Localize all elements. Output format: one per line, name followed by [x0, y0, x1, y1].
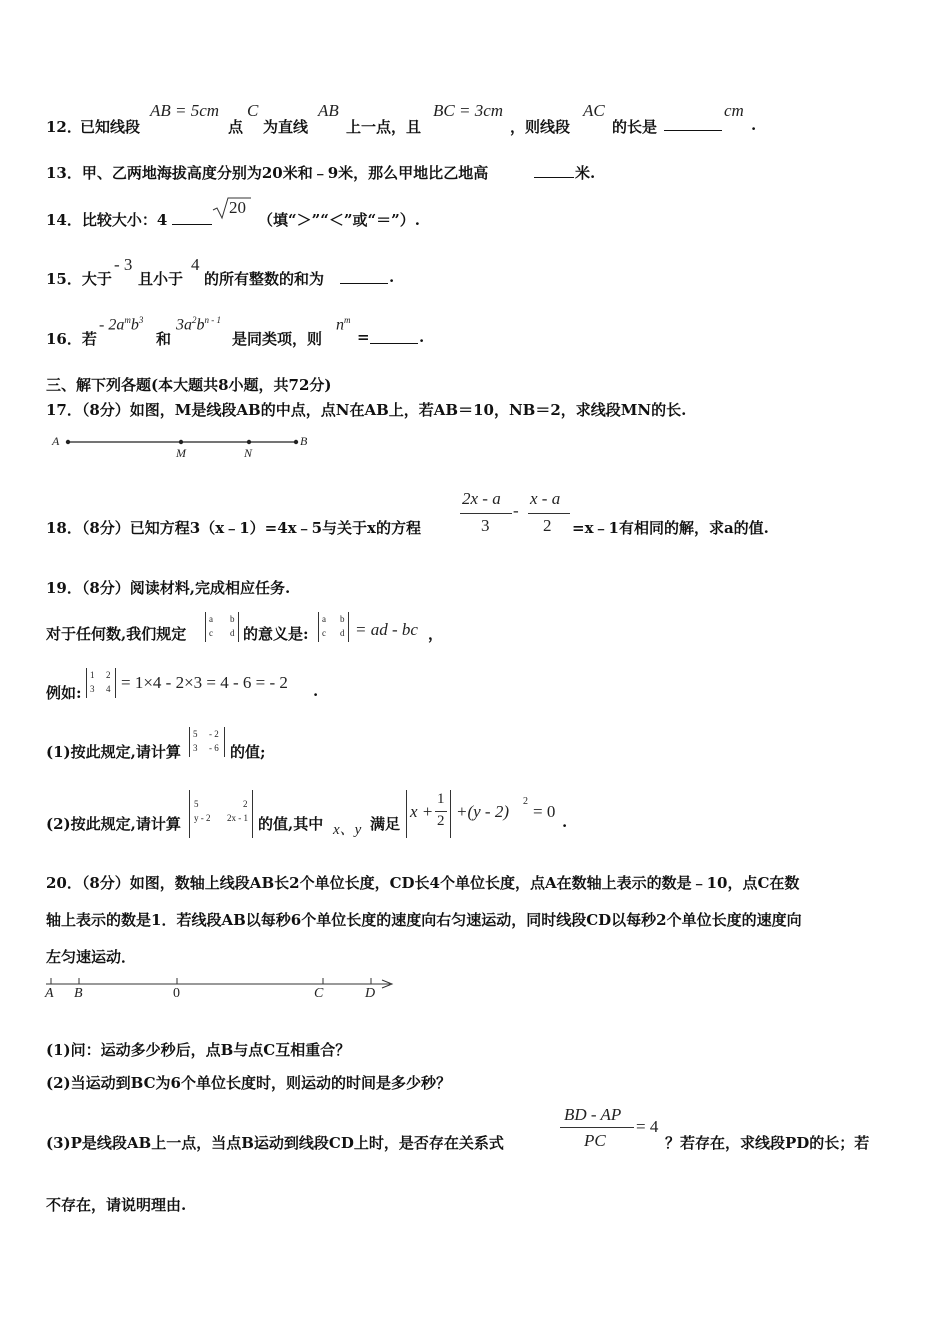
q20-axis-label-b: B	[74, 986, 83, 1001]
q19-p2-m22: 2x - 1	[227, 813, 248, 823]
q19-def-bar-right	[238, 612, 239, 642]
q19-def-b: b	[230, 614, 235, 624]
q19-p1-bar-right	[224, 727, 225, 757]
q20-number-line	[44, 974, 398, 994]
q19-def2-bar-left	[318, 612, 319, 642]
q19-def-comma: ，	[428, 625, 444, 643]
q17-label-b: B	[300, 434, 308, 448]
q19-p1-m21: 3	[193, 743, 198, 753]
q12-end: .	[751, 116, 757, 134]
q16-text-3: 是同类项，则	[232, 330, 323, 348]
q13-answer-blank[interactable]	[534, 165, 574, 178]
q16-term2-exp-b: n - 1	[204, 315, 221, 325]
q12-text-3: 为直线	[263, 118, 309, 136]
q19-example-label: 例如:	[46, 684, 82, 702]
q20-line-3: 左匀速运动．	[46, 948, 137, 966]
q19-def-text-1: 对于任何数,我们规定	[46, 625, 187, 643]
q20-part-2: (2)当运动到BC为6个单位长度时，则运动的时间是多少秒？	[46, 1074, 451, 1092]
q20-p3-denominator: PC	[584, 1131, 606, 1150]
q20-axis-label-0: 0	[173, 986, 180, 1001]
q18-text-2: =x﹣1有相同的解，求a的值.	[572, 519, 769, 537]
q19-part2-text-3: 满足	[370, 815, 401, 833]
q19-def2-d: d	[340, 628, 345, 638]
q19-p2-half-den: 2	[437, 813, 445, 829]
q16-end: .	[419, 328, 425, 346]
q19-def-a: a	[209, 614, 213, 624]
q12-number: 12．	[46, 118, 82, 136]
q15-text-1: 15．大于	[46, 270, 112, 288]
q14-end: （填“＞”“＜”或“＝”）.	[258, 211, 420, 229]
q19-p2-xy: x、y	[333, 822, 362, 838]
q13-text: 13．甲、乙两地海拔高度分别为20米和﹣9米，那么甲地比乙地高	[46, 164, 489, 182]
q12-math-bc: BC = 3cm	[433, 101, 504, 120]
q19-p2-equals-zero: = 0	[533, 802, 556, 821]
q16-term1-exp-b: 3	[138, 315, 144, 325]
q19-p2-m11: 5	[194, 799, 199, 809]
q19-def-d: d	[230, 628, 235, 638]
q15-text-2: 且小于	[138, 270, 184, 288]
q19-def2-a: a	[322, 614, 326, 624]
q19-p2-m12: 2	[243, 799, 248, 809]
q16-math-term1	[99, 315, 143, 334]
q20-line-2: 轴上表示的数是1．若线段AB以每秒6个单位长度的速度向右匀速运动，同时线段CD以每秒2个单位长度的速度向	[46, 911, 802, 929]
q19-ex-period: .	[313, 682, 319, 700]
q19-ex-bar-right	[115, 668, 116, 698]
q19-p2-abs-right	[450, 790, 451, 838]
q19-ex-bar-left	[86, 668, 87, 698]
q20-line-1: 20．（8分）如图，数轴上线段AB长2个单位长度，CD长4个单位长度，点A在数轴上表示的数是﹣10，点C在数	[46, 874, 800, 892]
q15-math-neg3: - 3	[114, 255, 133, 274]
q20-axis-label-a: A	[45, 986, 54, 1001]
q18-frac1-denominator: 3	[481, 516, 490, 535]
q14-sqrt-radicand: 20	[229, 198, 246, 217]
q19-p2-square-exp: 2	[523, 796, 528, 807]
q20-p3-frac-bar	[560, 1127, 634, 1128]
q12-text-2: 点	[228, 118, 244, 136]
q19-ex-rhs: = 1×4 - 2×3 = 4 - 6 = - 2	[121, 673, 288, 692]
q19-p1-bar-left	[189, 727, 190, 757]
q17-label-a: A	[52, 434, 60, 448]
q19-p2-bar-left	[189, 790, 190, 838]
q20-p3-numerator: BD - AP	[564, 1105, 622, 1124]
q20-part-3-text-2: ？若存在，求线段PD的长；若	[665, 1134, 870, 1152]
q12-math-ac: AC	[583, 101, 605, 120]
q20-axis-label-d: D	[365, 986, 376, 1001]
q12-math-ab: AB = 5cm	[150, 101, 220, 120]
q19-p2-m21: y - 2	[194, 813, 211, 823]
q18-frac2-numerator: x - a	[530, 489, 561, 508]
q19-title: 19．（8分）阅读材料,完成相应任务.	[46, 579, 291, 597]
q19-ex-m21: 3	[90, 684, 95, 694]
q19-part1-text-1: (1)按此规定,请计算	[46, 743, 181, 761]
q20-part-3-line-2: 不存在，请说明理由.	[46, 1196, 187, 1214]
q19-ex-m22: 4	[106, 684, 111, 694]
q19-def2-c: c	[322, 628, 326, 638]
q19-p2-half-num: 1	[437, 791, 445, 807]
q15-math-4: 4	[191, 255, 200, 274]
q19-p2-bar-right	[252, 790, 253, 838]
q19-part1-text-2: 的值;	[230, 743, 266, 761]
q16-term2-coef: 3a	[176, 316, 192, 334]
q19-p1-m12: - 2	[209, 729, 219, 739]
q20-part-1: (1)问：运动多少秒后，点B与点C互相重合？	[46, 1041, 351, 1059]
q19-p1-m22: - 6	[209, 743, 219, 753]
q17-label-n: N	[244, 446, 253, 460]
q19-p2-end: .	[562, 813, 568, 831]
q18-frac2-denominator: 2	[543, 516, 552, 535]
q16-text-1: 16．若	[46, 330, 97, 348]
q16-answer-blank[interactable]	[370, 331, 418, 344]
q20-p3-equals: = 4	[636, 1117, 659, 1136]
q16-nm-base: n	[336, 316, 344, 334]
q19-p2-half-bar	[435, 811, 447, 812]
q19-p2-abs-left	[406, 790, 407, 838]
q12-answer-blank[interactable]	[664, 118, 722, 131]
q12-text-4: 上一点，且	[346, 118, 422, 136]
q19-p1-m11: 5	[193, 729, 198, 739]
q12-text-6: 的长是	[612, 118, 658, 136]
q14-answer-blank[interactable]	[172, 212, 212, 225]
q16-equals: =	[357, 328, 370, 346]
q16-term1-exp-a: m	[124, 315, 131, 325]
q19-part2-text-2: 的值,其中	[258, 815, 324, 833]
q16-term2-exp-a: 2	[192, 315, 197, 325]
q19-def-bar-left	[205, 612, 206, 642]
q19-def-text-2: 的意义是:	[243, 625, 309, 643]
q20-part-3-text-1: (3)P是线段AB上一点，当点B运动到线段CD上时，是否存在关系式	[46, 1134, 504, 1152]
q17-text: 17．（8分）如图，M是线段AB的中点，点N在AB上，若AB＝10，NB＝2，求线段MN的长.	[46, 401, 687, 419]
q15-end: .	[389, 268, 395, 286]
q18-frac1-numerator: 2x - a	[462, 489, 501, 508]
q16-nm-exp: m	[344, 315, 351, 325]
q16-term1-b: b	[130, 316, 139, 334]
q12-math-ab2: AB	[318, 101, 339, 120]
q15-text-3: 的所有整数的和为	[204, 270, 325, 288]
q20-axis-label-c: C	[314, 986, 324, 1001]
q19-ex-m12: 2	[106, 670, 111, 680]
q17-label-m: M	[176, 446, 186, 460]
q16-term2-b: b	[196, 316, 205, 334]
q12-math-c: C	[247, 101, 259, 120]
q12-math-cm: cm	[724, 101, 744, 120]
q13-end: 米.	[575, 164, 596, 182]
q19-p2-x-plus: x +	[410, 802, 434, 821]
q12-text-1: 已知线段	[80, 118, 141, 136]
q18-minus: -	[513, 501, 519, 520]
q14-text: 14．比较大小：4	[46, 211, 168, 229]
q16-term1-coef: - 2a	[99, 316, 125, 334]
q15-answer-blank[interactable]	[340, 271, 388, 284]
q16-text-2: 和	[156, 330, 172, 348]
q19-part2-text-1: (2)按此规定,请计算	[46, 815, 181, 833]
section-3-heading: 三、解下列各题(本大题共8小题，共72分)	[46, 376, 332, 394]
q19-def2-b: b	[340, 614, 345, 624]
q18-frac2-bar	[528, 513, 570, 514]
q19-def-rhs: = ad - bc	[355, 620, 418, 639]
q19-def-c: c	[209, 628, 213, 638]
q19-ex-m11: 1	[90, 670, 95, 680]
q12-text-5: ，则线段	[510, 118, 571, 136]
q16-math-term2	[176, 315, 221, 334]
q18-text-1: 18．（8分）已知方程3（x﹣1）=4x﹣5与关于x的方程	[46, 519, 421, 537]
q19-def2-bar-right	[348, 612, 349, 642]
q16-math-nm	[336, 315, 351, 334]
q18-frac1-bar	[460, 513, 512, 514]
q19-p2-square-term: +(y - 2)	[456, 802, 510, 821]
